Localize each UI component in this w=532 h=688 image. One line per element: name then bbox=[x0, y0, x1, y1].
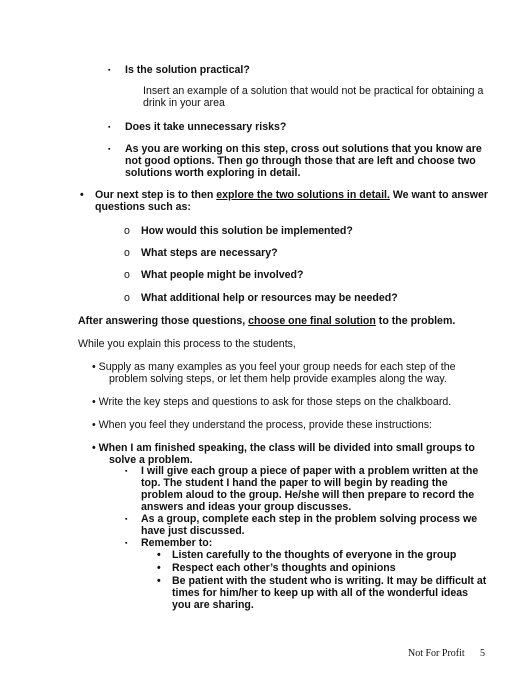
cross-out-line-2: not good options. Then go through those that are left and choose two bbox=[125, 155, 476, 167]
explain-line: While you explain this process to the students, bbox=[78, 338, 296, 350]
page-number: 5 bbox=[480, 648, 485, 659]
paper-line-4: answers and ideas your group discusses. bbox=[141, 501, 352, 513]
paper-line-2: top. The student I hand the paper to will begin by reading the bbox=[141, 477, 448, 489]
cross-out-line-3: solutions worth exploring in detail. bbox=[125, 167, 301, 179]
next-step-line-1 bbox=[95, 189, 488, 201]
finished-line-1: • When I am finished speaking, the class will be divided into small groups to bbox=[92, 442, 475, 454]
footer-label: Not For Profit bbox=[408, 648, 465, 659]
finished-line-2: solve a problem. bbox=[109, 454, 193, 466]
patient-line-3: you are sharing. bbox=[172, 599, 254, 611]
remember-label: Remember to: bbox=[141, 537, 213, 549]
square-bullet-icon: ▪ bbox=[108, 124, 111, 131]
circle-bullet-icon: o bbox=[124, 247, 130, 259]
after-post: to the problem. bbox=[375, 315, 456, 327]
square-bullet-icon: ▪ bbox=[125, 468, 128, 475]
insert-example-line-2: drink in your area bbox=[143, 97, 225, 109]
respect-line: Respect each other’s thoughts and opinions bbox=[172, 562, 396, 574]
circle-bullet-icon: o bbox=[124, 292, 130, 304]
after-underlined: choose one final solution bbox=[248, 315, 376, 327]
question-risks: Does it take unnecessary risks? bbox=[125, 121, 287, 133]
paper-line-1: I will give each group a piece of paper with a problem written at the bbox=[141, 465, 479, 477]
square-bullet-icon: ▪ bbox=[125, 540, 128, 547]
after-answering-line bbox=[78, 315, 455, 327]
square-bullet-icon: ▪ bbox=[125, 516, 128, 523]
after-pre: After answering those questions, bbox=[78, 315, 249, 327]
question-item: How would this solution be implemented? bbox=[141, 225, 353, 237]
question-item: What people might be involved? bbox=[141, 269, 304, 281]
circle-bullet-icon: o bbox=[124, 225, 130, 237]
as-group-line-1: As a group, complete each step in the problem solving process we bbox=[141, 513, 478, 525]
listen-line: Listen carefully to the thoughts of everyone in the group bbox=[172, 549, 457, 561]
bullet-icon: • bbox=[157, 562, 161, 574]
as-group-line-2: have just discussed. bbox=[141, 525, 245, 537]
next-step-post: We want to answer bbox=[389, 189, 489, 201]
supply-line-1: • Supply as many examples as you feel your group needs for each step of the bbox=[92, 361, 456, 373]
when-understand-line: • When you feel they understand the process, provide these instructions: bbox=[92, 419, 432, 431]
insert-example-line-1: Insert an example of a solution that would not be practical for obtaining a bbox=[143, 85, 484, 97]
patient-line-1: Be patient with the student who is writing. It may be difficult at bbox=[172, 575, 487, 587]
question-item: What additional help or resources may be needed? bbox=[141, 292, 398, 304]
bullet-icon: • bbox=[157, 575, 161, 587]
next-step-pre: Our next step is to then bbox=[95, 189, 217, 201]
next-step-line-2: questions such as: bbox=[95, 201, 191, 213]
question-practical: Is the solution practical? bbox=[125, 64, 250, 76]
supply-line-2: problem solving steps, or let them help provide examples along the way. bbox=[109, 373, 447, 385]
paper-line-3: problem aloud to the group. He/she will then prepare to record the bbox=[141, 489, 475, 501]
write-line: • Write the key steps and questions to ask for those steps on the chalkboard. bbox=[92, 396, 452, 408]
square-bullet-icon: ▪ bbox=[108, 67, 111, 74]
next-step-underlined: explore the two solutions in detail. bbox=[216, 189, 390, 201]
patient-line-2: times for him/her to keep up with all of the wonderful ideas bbox=[172, 587, 469, 599]
question-item: What steps are necessary? bbox=[141, 247, 278, 259]
bullet-icon: • bbox=[157, 549, 161, 561]
cross-out-line-1: As you are working on this step, cross out solutions that you know are bbox=[125, 143, 482, 155]
square-bullet-icon: ▪ bbox=[108, 146, 111, 153]
bullet-icon: • bbox=[80, 189, 84, 201]
circle-bullet-icon: o bbox=[124, 269, 130, 281]
